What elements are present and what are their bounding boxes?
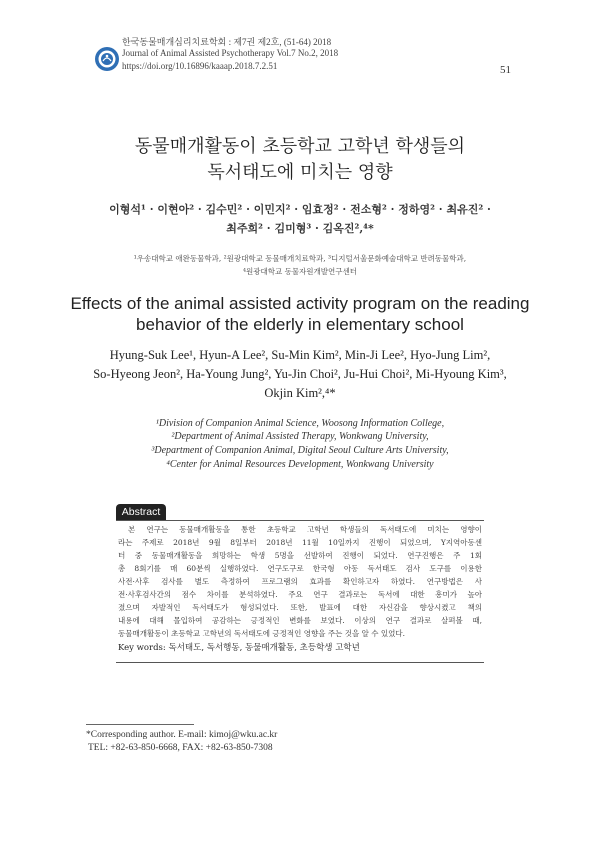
- abstract-line: 전·사후검사간의 점수 차이를 분석하였다. 주요 연구 결과로는 독서에 대한 흥미가 높아: [118, 590, 482, 599]
- english-title-line-1: Effects of the animal assisted activity program on the reading: [70, 294, 530, 313]
- english-affiliation-2: ²Department of Animal Assisted Therapy, Wonkwang University,: [171, 431, 429, 442]
- contact-phone-fax: TEL: +82-63-850-6668, FAX: +82-63-850-7308: [88, 743, 273, 753]
- korean-title-line-1: 동물매개활동이 초등학교 고학년 학생들의: [134, 136, 466, 157]
- abstract-line: 사전·사후 검사를 별도 측정하여 프로그램의 효과를 확인하고자 하였다. 연구방법은 사: [118, 577, 482, 586]
- english-title-line-2: behavior of the elderly in elementary school: [136, 315, 464, 334]
- journal-name-korean: 한국동물매개심리치료학회 : 제7권 제2호, (51-64) 2018: [122, 37, 332, 47]
- english-affiliation-1: ¹Division of Companion Animal Science, Woosong Information College,: [155, 418, 445, 429]
- english-authors-line-3: Okjin Kim²,⁴*: [264, 386, 336, 400]
- abstract-line: 본 연구는 동물매개활동을 통한 초등학교 고학년 학생들의 독서태도에 미치는 영향이: [128, 525, 482, 534]
- abstract-line: 내용에 대해 몰입하여 공감하는 긍정적인 변화를 보였다. 이상의 연구 결과로 살펴볼 때,: [118, 616, 482, 625]
- keywords: Key words: 독서태도, 독서행동, 동물매개활동, 초등학생 고학년: [118, 643, 360, 653]
- abstract-line: 터 중 동물매개활동을 희망하는 학생 5명을 선발하여 진행이 되었다. 연구진행은 주 1회: [118, 551, 482, 560]
- abstract-label: Abstract: [116, 504, 166, 520]
- abstract-line: 라는 주제로 2018년 9월 8일부터 2018년 11월 10일까지 진행이 되었으며, Y지역아동센: [118, 538, 482, 547]
- abstract-line: 졌으며 자발적인 독서태도가 형성되었다. 또한, 발표에 대한 자신감을 향상시켰고 책의: [118, 603, 482, 612]
- korean-authors-line-1: 이형석¹ · 이현아² · 김수민² · 이민지² · 임효정² · 전소형² · 정하영² · 최유진² ·: [109, 203, 491, 216]
- corresponding-author: *Corresponding author. E-mail: kimoj@wku.ac.kr: [86, 730, 278, 740]
- abstract-line: 동물매개활동이 초등학교 고학년의 독서태도에 긍정적인 영향을 주는 것을 알 수 있었다.: [118, 629, 406, 638]
- korean-authors-line-2: 최주희² · 김미형³ · 김옥진²,⁴*: [226, 222, 374, 235]
- abstract-line: 총 8회기를 매 60분씩 실행하였다. 연구도구로 한국형 아동 독서태도 검사 도구를 이용한: [118, 564, 482, 573]
- korean-affiliations-line-1: ¹우송대학교 애완동물학과, ²원광대학교 동물매개치료학과, ³디지털서울문화예술대학교 반려동물학과,: [133, 254, 467, 263]
- journal-name-english: Journal of Animal Assisted Psychotherapy Vol.7 No.2, 2018: [122, 48, 339, 58]
- korean-title-line-2: 독서태도에 미치는 영향: [207, 162, 393, 183]
- english-affiliation-3: ³Department of Companion Animal, Digital Seoul Culture Arts University,: [151, 445, 449, 456]
- english-authors-line-1: Hyung-Suk Lee¹, Hyun-A Lee², Su-Min Kim², Min-Ji Lee², Hyo-Jung Lim²,: [109, 348, 491, 362]
- footnote-divider: [86, 724, 194, 725]
- page-number: 51: [500, 64, 511, 76]
- english-affiliation-4: ⁴Center for Animal Resources Development, Wonkwang University: [166, 459, 434, 470]
- english-authors-line-2: So-Hyeong Jeon², Ha-Young Jung², Yu-Jin Choi², Ju-Hui Choi², Mi-Hyoung Kim³,: [93, 367, 507, 381]
- journal-header: [94, 34, 564, 104]
- doi-link[interactable]: https://doi.org/10.16896/kaaap.2018.7.2.51: [122, 61, 278, 71]
- korean-affiliations-line-2: ⁴원광대학교 동물자원개발연구센터: [242, 267, 358, 276]
